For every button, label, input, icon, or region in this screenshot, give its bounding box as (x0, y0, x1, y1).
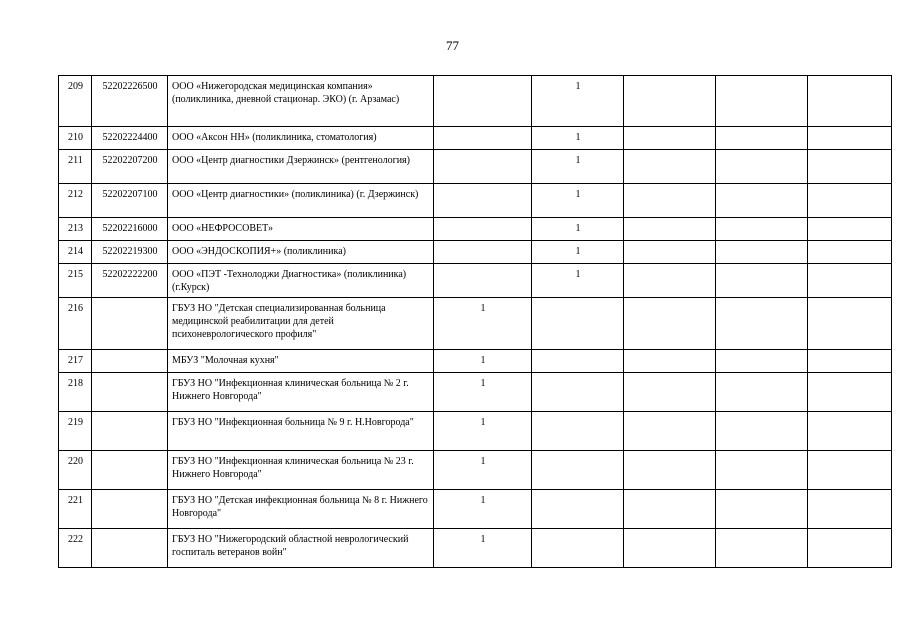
value-cell (434, 241, 532, 264)
empty-cell (808, 451, 892, 490)
org-code-cell: 52202226500 (92, 76, 168, 127)
empty-cell (716, 412, 808, 451)
row-number-cell: 218 (59, 373, 92, 412)
value-cell: 1 (434, 451, 532, 490)
org-name-cell: ООО «Аксон НН» (поликлиника, стоматология) (168, 127, 434, 150)
org-name-cell: ООО «Нижегородская медицинская компания» (поликлиника, дневной стационар. ЭКО) (г. Арзамас) (168, 76, 434, 127)
empty-cell (624, 184, 716, 218)
table-row (59, 150, 892, 184)
org-name-cell: ГБУЗ НО "Детская инфекционная больница № 8 г. Нижнего Новгорода" (168, 490, 434, 529)
org-name-cell: ООО «ПЭТ -Технолоджи Диагностика» (поликлиника) (г.Курск) (168, 264, 434, 298)
row-number-cell: 210 (59, 127, 92, 150)
value-cell: 1 (434, 490, 532, 529)
empty-cell (808, 529, 892, 568)
empty-cell (624, 373, 716, 412)
org-code-cell (92, 490, 168, 529)
row-number-cell: 219 (59, 412, 92, 451)
empty-cell (624, 451, 716, 490)
empty-cell (624, 412, 716, 451)
value-cell: 1 (532, 218, 624, 241)
value-cell (532, 412, 624, 451)
page-number: 77 (446, 38, 459, 53)
table-row (59, 264, 892, 298)
organizations-table (58, 75, 892, 568)
value-cell: 1 (434, 373, 532, 412)
empty-cell (624, 127, 716, 150)
empty-cell (808, 298, 892, 350)
empty-cell (624, 150, 716, 184)
row-number-cell: 222 (59, 529, 92, 568)
org-code-cell: 52202224400 (92, 127, 168, 150)
value-cell: 1 (434, 412, 532, 451)
org-code-cell: 52202216000 (92, 218, 168, 241)
org-name-cell: ГБУЗ НО "Инфекционная клиническая больница № 2 г. Нижнего Новгорода" (168, 373, 434, 412)
empty-cell (808, 150, 892, 184)
empty-cell (624, 241, 716, 264)
value-cell: 1 (532, 184, 624, 218)
table-row (59, 529, 892, 568)
value-cell: 1 (434, 298, 532, 350)
org-code-cell (92, 412, 168, 451)
table-row (59, 412, 892, 451)
org-code-cell: 52202207100 (92, 184, 168, 218)
org-name-cell: ГБУЗ НО "Детская специализированная больница медицинской реабилитации для детей психоневрологического профиля" (168, 298, 434, 350)
empty-cell (808, 490, 892, 529)
org-code-cell (92, 350, 168, 373)
org-code-cell: 52202219300 (92, 241, 168, 264)
empty-cell (716, 451, 808, 490)
empty-cell (808, 241, 892, 264)
row-number-cell: 220 (59, 451, 92, 490)
empty-cell (716, 373, 808, 412)
value-cell: 1 (434, 529, 532, 568)
empty-cell (624, 350, 716, 373)
table-row (59, 218, 892, 241)
org-name-cell: ГБУЗ НО "Нижегородский областной неврологический госпиталь ветеранов войн" (168, 529, 434, 568)
row-number-cell: 212 (59, 184, 92, 218)
org-code-cell (92, 451, 168, 490)
empty-cell (716, 76, 808, 127)
empty-cell (624, 298, 716, 350)
row-number-cell: 211 (59, 150, 92, 184)
table-row (59, 451, 892, 490)
empty-cell (716, 241, 808, 264)
org-name-cell: ГБУЗ НО "Инфекционная больница № 9 г. Н.Новгорода" (168, 412, 434, 451)
value-cell (532, 373, 624, 412)
empty-cell (808, 184, 892, 218)
row-number-cell: 209 (59, 76, 92, 127)
empty-cell (624, 264, 716, 298)
org-name-cell: ГБУЗ НО "Инфекционная клиническая больница № 23 г. Нижнего Новгорода" (168, 451, 434, 490)
empty-cell (808, 412, 892, 451)
org-name-cell: ООО «ЭНДОСКОПИЯ+» (поликлиника) (168, 241, 434, 264)
org-code-cell (92, 529, 168, 568)
empty-cell (624, 529, 716, 568)
row-number-cell: 216 (59, 298, 92, 350)
value-cell (434, 127, 532, 150)
empty-cell (716, 218, 808, 241)
empty-cell (716, 529, 808, 568)
value-cell (532, 350, 624, 373)
empty-cell (716, 350, 808, 373)
empty-cell (716, 298, 808, 350)
row-number-cell: 213 (59, 218, 92, 241)
value-cell: 1 (532, 150, 624, 184)
value-cell (434, 184, 532, 218)
org-name-cell: ООО «НЕФРОСОВЕТ» (168, 218, 434, 241)
value-cell (532, 451, 624, 490)
empty-cell (808, 264, 892, 298)
org-name-cell: ООО «Центр диагностики» (поликлиника) (г. Дзержинск) (168, 184, 434, 218)
value-cell (532, 298, 624, 350)
empty-cell (808, 218, 892, 241)
empty-cell (716, 150, 808, 184)
empty-cell (716, 127, 808, 150)
empty-cell (624, 76, 716, 127)
value-cell: 1 (532, 264, 624, 298)
org-code-cell (92, 298, 168, 350)
row-number-cell: 217 (59, 350, 92, 373)
org-code-cell: 52202222200 (92, 264, 168, 298)
value-cell: 1 (434, 350, 532, 373)
value-cell: 1 (532, 76, 624, 127)
table-row (59, 490, 892, 529)
row-number-cell: 215 (59, 264, 92, 298)
row-number-cell: 214 (59, 241, 92, 264)
table-row (59, 127, 892, 150)
value-cell (434, 218, 532, 241)
org-code-cell (92, 373, 168, 412)
empty-cell (808, 350, 892, 373)
value-cell (434, 264, 532, 298)
table-row (59, 184, 892, 218)
org-name-cell: ООО «Центр диагностики Дзержинск» (рентгенология) (168, 150, 434, 184)
table-row (59, 298, 892, 350)
empty-cell (716, 184, 808, 218)
value-cell (434, 150, 532, 184)
row-number-cell: 221 (59, 490, 92, 529)
value-cell: 1 (532, 241, 624, 264)
value-cell (434, 76, 532, 127)
table-row (59, 350, 892, 373)
table-row (59, 76, 892, 127)
value-cell: 1 (532, 127, 624, 150)
empty-cell (808, 76, 892, 127)
empty-cell (624, 490, 716, 529)
empty-cell (624, 218, 716, 241)
empty-cell (808, 127, 892, 150)
org-code-cell: 52202207200 (92, 150, 168, 184)
org-name-cell: МБУЗ "Молочная кухня" (168, 350, 434, 373)
table-row (59, 241, 892, 264)
empty-cell (716, 490, 808, 529)
value-cell (532, 490, 624, 529)
table-row (59, 373, 892, 412)
empty-cell (716, 264, 808, 298)
empty-cell (808, 373, 892, 412)
value-cell (532, 529, 624, 568)
